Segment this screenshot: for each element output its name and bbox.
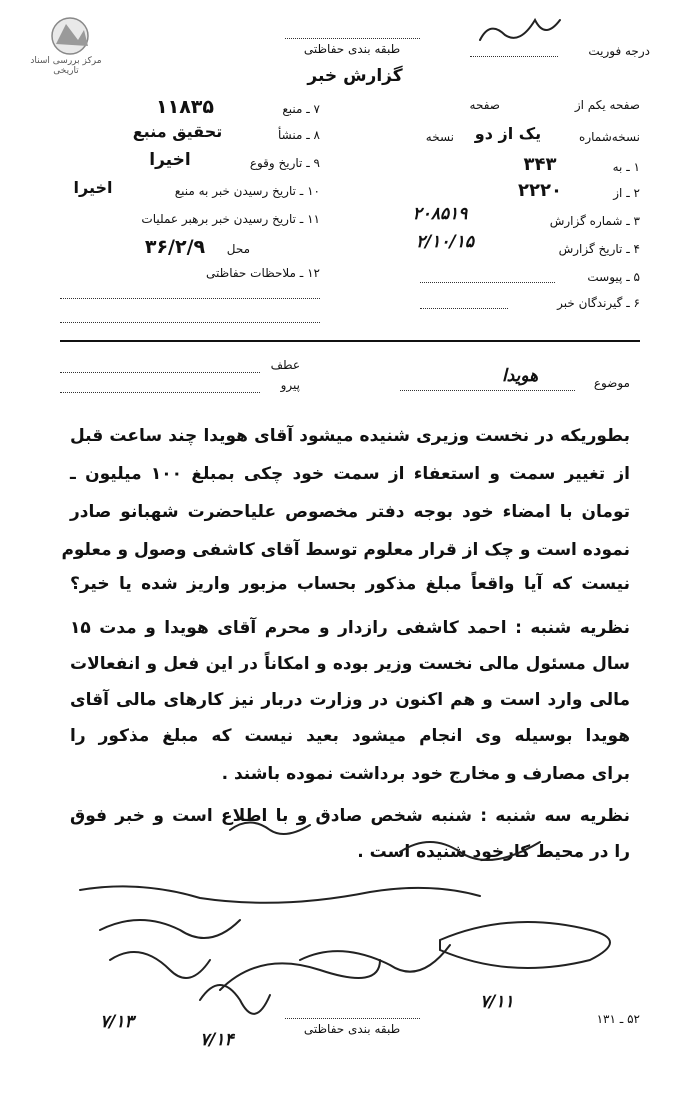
body-line: مالی وارد است و هم اکنون در وزارت دربار نیز کارهای مالی آقای — [70, 690, 630, 710]
location-label: محل — [226, 242, 250, 256]
archive-logo-text: مرکز بررسی اسناد تاریخی — [30, 56, 102, 76]
source-receipt-date-label: ۱۰ ـ تاریخ رسیدن خبر به منبع — [174, 184, 320, 198]
attachment-label: ۵ ـ پیوست — [587, 270, 640, 284]
occurrence-date-label: ۹ ـ تاریخ وقوع — [249, 156, 320, 170]
subject-value: هویدا — [501, 366, 539, 386]
copy-number-label: نسخه‌شماره — [579, 130, 640, 144]
signature-scribble-2 — [230, 823, 310, 835]
signature-scribble-8 — [200, 985, 270, 1014]
subject-label: موضوع — [593, 376, 630, 390]
body-line: نیست که آیا واقعاً مبلغ مذکور بحساب مزبور واریز شده یا خیر؟ — [70, 574, 630, 594]
body-line: نظریه سه شنبه : شنبه شخص صادق و با اطلاع است و خبر فوق — [70, 806, 630, 826]
body-line: نموده است و چک از قرار معلوم توسط آقای کاشفی وصول و معلوم — [61, 540, 630, 560]
page-number-label: صفحه یکم از — [574, 98, 640, 112]
source-value: ۱۱۸۳۵ — [156, 96, 214, 118]
signature-scribble-1 — [400, 842, 540, 860]
origin-value: تحقیق منبع — [132, 122, 223, 141]
handwritten-date-2: ۷/۱۴ — [200, 1030, 234, 1050]
footer-code: ۵۲ ـ ۱۳۱ — [596, 1012, 640, 1026]
copy-number-value: یک از دو — [474, 124, 542, 143]
operations-receipt-date-label: ۱۱ ـ تاریخ رسیدن خبر برهبر عملیات — [141, 212, 320, 226]
page-title: گزارش خبر — [307, 66, 403, 86]
body-line: را در محیط کارخود شنیده است . — [357, 842, 630, 862]
body-line: سال مسئول مالی نخست وزیر بوده و امکاناً در این فعل و انفعالات — [70, 654, 630, 674]
handwritten-date-3: ۷/۱۱ — [480, 992, 514, 1012]
peyro-label: پیرو — [280, 378, 300, 392]
signature-oval — [440, 922, 610, 968]
body-line: نظریه شنبه : احمد کاشفی رازدار و محرم آقای هویدا و مدت ۱۵ — [70, 618, 630, 638]
to-value: ۳۴۳ — [523, 154, 557, 175]
copy-number-suffix: نسخه — [425, 130, 454, 144]
footer-classification: طبقه بندی حفاظتی — [303, 1022, 401, 1036]
report-date-value: ۲/۱۰/۱۵ — [415, 232, 475, 252]
signature-scribble-5 — [110, 952, 210, 978]
header-classification: طبقه بندی حفاظتی — [303, 42, 401, 56]
body-line: تومان با امضاء خود بوجه دفتر مخصوص علیاحضرت شهبانو صادر — [70, 502, 630, 522]
to-label: ۱ ـ به — [612, 160, 640, 174]
signature-scribble-3 — [80, 886, 480, 902]
atf-label: عطف — [270, 358, 300, 372]
urgency-label: درجه فوریت — [588, 44, 650, 58]
occurrence-date-value: اخیرا — [149, 150, 191, 170]
page-number-suffix: صفحه — [469, 98, 500, 112]
signature-scribble-4 — [100, 920, 240, 938]
body-line: از تغییر سمت و استعفاء از سمت خود چکی بمبلغ ۱۰۰ میلیون ـ — [70, 464, 630, 484]
from-label: ۲ ـ از — [613, 186, 640, 200]
signature-scribble-7 — [300, 945, 450, 972]
handwritten-date-1: ۷/۱۳ — [100, 1012, 134, 1032]
signature-scribble-6 — [220, 960, 380, 990]
body-line: برای مصارف و مخارج خود برداشت نموده باشند . — [221, 764, 630, 784]
body-line: هویدا بوسیله وی انجام میشود بعید نیست که مبلغ مذکور را — [70, 726, 630, 746]
security-notes-label: ۱۲ ـ ملاحظات حفاظتی — [206, 266, 320, 280]
source-receipt-date-value: اخیرا — [73, 178, 113, 197]
urgency-scribble — [480, 20, 560, 40]
location-value: ۳۶/۲/۹ — [144, 236, 206, 258]
recipients-label: ۶ ـ گیرندگان خبر — [557, 296, 640, 310]
body-line: بطوریکه در نخست وزیری شنیده میشود آقای هویدا چند ساعت قبل — [70, 426, 630, 446]
footer-classification-dots — [285, 1018, 420, 1019]
report-date-label: ۴ ـ تاریخ گزارش — [558, 242, 640, 256]
report-number-label: ۳ ـ شماره گزارش — [549, 214, 640, 228]
from-value: ۲۲۲۰ — [518, 180, 562, 201]
origin-label: ۸ ـ منشأ — [277, 128, 320, 142]
report-number-value: ۲۰۸۵۱۹ — [412, 204, 468, 224]
source-label: ۷ ـ منبع — [282, 102, 320, 116]
